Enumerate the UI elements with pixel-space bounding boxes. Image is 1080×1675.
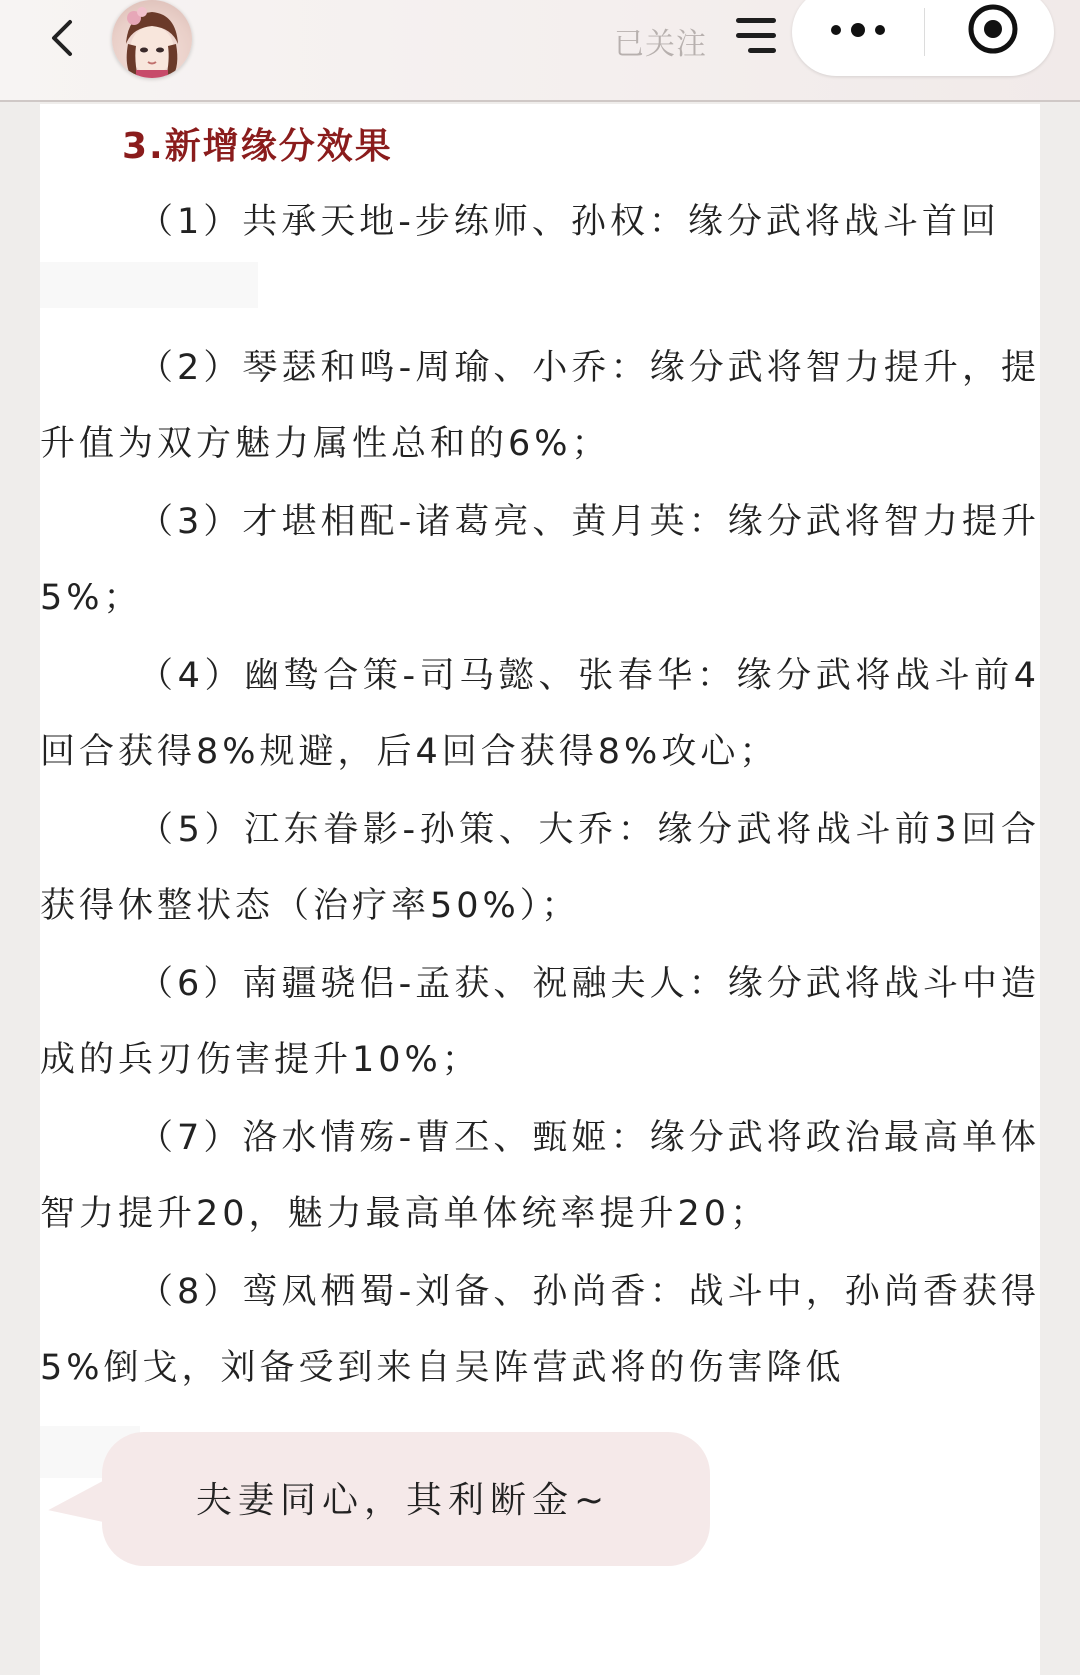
speech-bubble (102, 1432, 710, 1566)
paragraph-6: （6）南疆骁侣-孟获、祝融夫人：缘分武将战斗中造成的兵刃伤害提升10%； (40, 964, 1040, 1080)
more-dots-icon[interactable] (828, 20, 888, 40)
paragraph-5: （5）江东眷影-孙策、大乔：缘分武将战斗前3回合获得休整状态（治疗率50%）； (40, 810, 1040, 926)
target-icon[interactable] (966, 2, 1020, 56)
paragraph-2: （2）琴瑟和鸣-周瑜、小乔：缘分武将智力提升，提升值为双方魅力属性总和的6%； (40, 348, 1040, 464)
section-title: 3.新增缘分效果 (122, 126, 393, 167)
capsule-divider (924, 8, 925, 56)
speech-bubble-text: 夫妻同心，其利断金~ (196, 1480, 611, 1521)
paragraph-4: （4）幽鸷合策-司马懿、张春华：缘分武将战斗前4回合获得8%规避，后4回合获得8%攻心； (40, 656, 1040, 772)
list-icon[interactable] (734, 14, 780, 58)
follow-status-label[interactable]: 已关注 (614, 27, 707, 62)
paragraph-8: （8）鸾凤栖蜀-刘备、孙尚香：战斗中，孙尚香获得5%倒戈，刘备受到来自吴阵营武将的伤害降低 (40, 1272, 1040, 1388)
paragraph-7: （7）洛水情殇-曹丕、甄姬：缘分武将政治最高单体智力提升20，魅力最高单体统率提升20； (40, 1118, 1040, 1234)
blurred-text (40, 262, 258, 308)
paragraph-3: （3）才堪相配-诸葛亮、黄月英：缘分武将智力提升5%； (40, 502, 1040, 618)
speech-bubble-tail (45, 1480, 111, 1532)
chevron-left-icon[interactable] (44, 18, 84, 58)
top-navigation-bar (0, 0, 1080, 102)
mini-program-capsule (792, 0, 1054, 76)
avatar[interactable] (112, 0, 192, 78)
paragraph-1: （1）共承天地-步练师、孙权：缘分武将战斗首回 (138, 202, 1000, 242)
